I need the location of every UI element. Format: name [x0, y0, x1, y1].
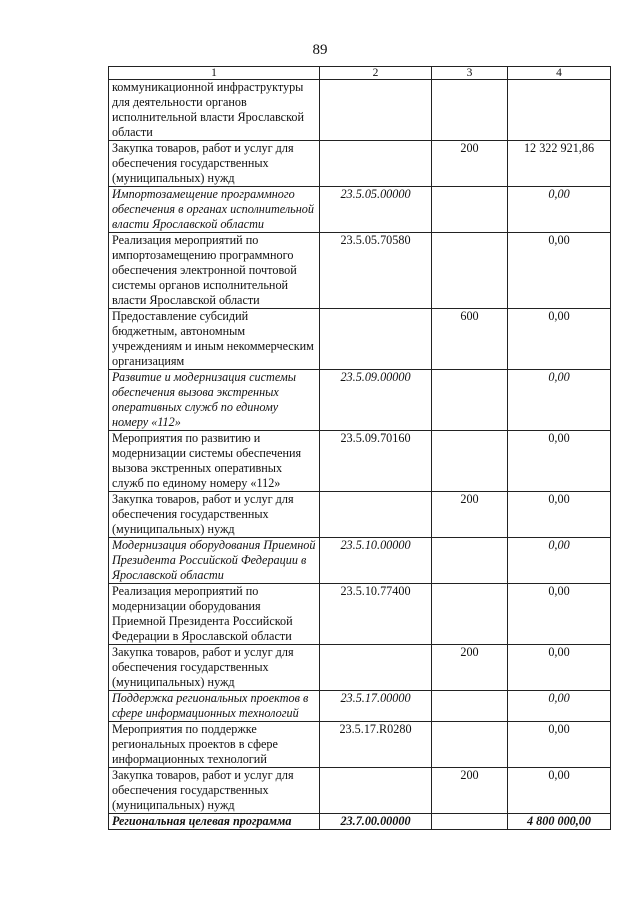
header-row: [109, 67, 611, 80]
row-expense-type-cell: 200: [432, 492, 508, 538]
header-col-3: 3: [432, 67, 508, 80]
row-expense-type-cell: 200: [432, 768, 508, 814]
row-code-cell: [320, 492, 432, 538]
row-sum-cell: [508, 80, 611, 141]
row-sum-cell: 0,00: [508, 370, 611, 431]
table-row: [109, 233, 611, 309]
row-sum-cell: 0,00: [508, 722, 611, 768]
row-code-cell: 23.5.09.00000: [320, 370, 432, 431]
row-name-cell: Закупка товаров, работ и услуг для обеспечения государственных (муниципальных) нужд: [109, 645, 320, 691]
row-code-cell: [320, 141, 432, 187]
row-expense-type-cell: 200: [432, 645, 508, 691]
row-name-cell: Модернизация оборудования Приемной Президента Российской Федерации в Ярославской области: [109, 538, 320, 584]
row-name-cell: Импортозамещение программного обеспечения в органах исполнительной власти Ярославской области: [109, 187, 320, 233]
table-row: [109, 768, 611, 814]
table-row: [109, 691, 611, 722]
row-expense-type-cell: [432, 233, 508, 309]
row-name-cell: Региональная целевая программа: [109, 814, 320, 830]
row-name-cell: Развитие и модернизация системы обеспечения вызова экстренных оперативных служб по единому номеру «112»: [109, 370, 320, 431]
row-sum-cell: 12 322 921,86: [508, 141, 611, 187]
row-name-cell: Закупка товаров, работ и услуг для обеспечения государственных (муниципальных) нужд: [109, 141, 320, 187]
row-name-cell: Предоставление субсидий бюджетным, автономным учреждениям и иным некоммерческим организациям: [109, 309, 320, 370]
row-code-cell: 23.7.00.00000: [320, 814, 432, 830]
row-name-cell: Закупка товаров, работ и услуг для обеспечения государственных (муниципальных) нужд: [109, 492, 320, 538]
table-row: [109, 141, 611, 187]
row-sum-cell: 0,00: [508, 768, 611, 814]
table-row: [109, 722, 611, 768]
table-row: [109, 80, 611, 141]
row-name-cell: Мероприятия по развитию и модернизации системы обеспечения вызова экстренных оперативных служб по единому номеру «112»: [109, 431, 320, 492]
row-name-cell: Поддержка региональных проектов в сфере информационных технологий: [109, 691, 320, 722]
row-code-cell: 23.5.10.77400: [320, 584, 432, 645]
row-code-cell: 23.5.17.R0280: [320, 722, 432, 768]
row-name-cell: Мероприятия по поддержке региональных проектов в сфере информационных технологий: [109, 722, 320, 768]
row-sum-cell: 0,00: [508, 584, 611, 645]
row-sum-cell: 0,00: [508, 187, 611, 233]
row-sum-cell: 0,00: [508, 538, 611, 584]
row-sum-cell: 0,00: [508, 492, 611, 538]
row-code-cell: [320, 768, 432, 814]
table-row: [109, 370, 611, 431]
header-col-2: 2: [320, 67, 432, 80]
row-sum-cell: 0,00: [508, 645, 611, 691]
budget-table: [108, 66, 611, 830]
row-sum-cell: 0,00: [508, 691, 611, 722]
row-code-cell: [320, 309, 432, 370]
header-col-1: 1: [109, 67, 320, 80]
row-name-cell: Реализация мероприятий по импортозамещению программного обеспечения электронной почтовой системы органов исполнительной власти Ярославской области: [109, 233, 320, 309]
row-expense-type-cell: [432, 814, 508, 830]
row-code-cell: [320, 80, 432, 141]
table-row: [109, 814, 611, 830]
row-expense-type-cell: [432, 722, 508, 768]
table-row: [109, 645, 611, 691]
table-row: [109, 492, 611, 538]
row-sum-cell: 0,00: [508, 233, 611, 309]
row-expense-type-cell: 200: [432, 141, 508, 187]
row-expense-type-cell: [432, 187, 508, 233]
row-code-cell: 23.5.05.00000: [320, 187, 432, 233]
row-code-cell: 23.5.09.70160: [320, 431, 432, 492]
table-row: [109, 187, 611, 233]
row-code-cell: 23.5.17.00000: [320, 691, 432, 722]
table-body: [109, 80, 611, 830]
row-expense-type-cell: [432, 538, 508, 584]
table-row: [109, 538, 611, 584]
row-name-cell: Закупка товаров, работ и услуг для обеспечения государственных (муниципальных) нужд: [109, 768, 320, 814]
row-name-cell: Реализация мероприятий по модернизации оборудования Приемной Президента Российской Федерации в Ярославской области: [109, 584, 320, 645]
row-expense-type-cell: [432, 80, 508, 141]
row-name-cell: коммуникационной инфраструктуры для деятельности органов исполнительной власти Ярославской области: [109, 80, 320, 141]
row-code-cell: 23.5.10.00000: [320, 538, 432, 584]
row-code-cell: 23.5.05.70580: [320, 233, 432, 309]
row-expense-type-cell: [432, 370, 508, 431]
table-row: [109, 584, 611, 645]
table-header: [109, 67, 611, 80]
row-code-cell: [320, 645, 432, 691]
row-expense-type-cell: [432, 584, 508, 645]
row-expense-type-cell: [432, 691, 508, 722]
row-expense-type-cell: 600: [432, 309, 508, 370]
table-row: [109, 309, 611, 370]
row-sum-cell: 0,00: [508, 309, 611, 370]
page-number: 89: [312, 42, 328, 58]
row-expense-type-cell: [432, 431, 508, 492]
table-row: [109, 431, 611, 492]
header-col-4: 4: [508, 67, 611, 80]
row-sum-cell: 0,00: [508, 431, 611, 492]
row-sum-cell: 4 800 000,00: [508, 814, 611, 830]
